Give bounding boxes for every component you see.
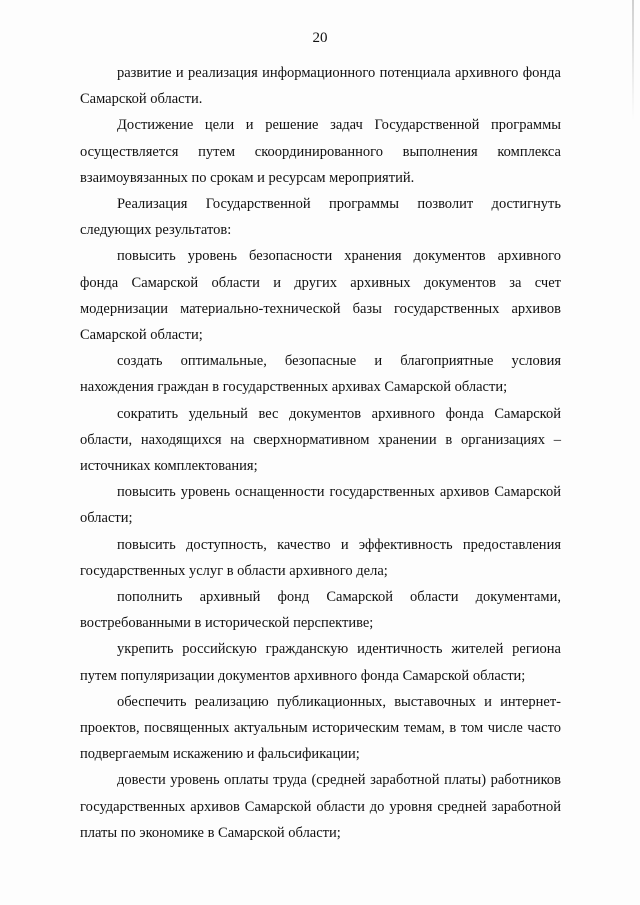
result-item-overdue-storage: сократить удельный вес документов архивного фонда Самарской области, находящихся на сверхнормативном хранении в организациях – источниках комплектования;: [80, 405, 561, 475]
result-item-salary-level: довести уровень оплаты труда (средней заработной платы) работников государственных архивов Самарской области до уровня средней заработной платы по экономике в Самарской области;: [80, 772, 561, 841]
paragraph-program-coordination: Достижение цели и решение задач Государственной программы осуществляется путем скоординированного выполнения комплекса взаимоувязанных по срокам и ресурсам мероприятий.: [80, 117, 561, 186]
paragraph-continuation: развитие и реализация информационного потенциала архивного фонда Самарской области.: [80, 65, 561, 108]
scan-edge-shadow: [632, 0, 634, 120]
result-item-visitor-conditions: создать оптимальные, безопасные и благоприятные условия нахождения граждан в государственных архивах Самарской области;: [80, 353, 561, 396]
result-item-equipment-level: повысить уровень оснащенности государственных архивов Самарской области;: [80, 484, 561, 527]
result-item-fund-replenishment: пополнить архивный фонд Самарской области документами, востребованными в исторической перспективе;: [80, 589, 561, 632]
result-item-publication-projects: обеспечить реализацию публикационных, выставочных и интернет-проектов, посвященных актуальным историческим темам, в том числе часто подвергаемым искажению и фальсификации;: [80, 693, 561, 763]
result-item-civic-identity: укрепить российскую гражданскую идентичность жителей региона путем популяризации документов архивного фонда Самарской области;: [80, 641, 561, 684]
paragraph-expected-results-intro: Реализация Государственной программы позволит достигнуть следующих результатов:: [80, 196, 561, 239]
result-item-storage-safety: повысить уровень безопасности хранения документов архивного фонда Самарской области и других архивных документов за счет модернизации материально-технической базы государственных архивов Самарской области;: [80, 248, 561, 344]
body-text: [80, 60, 561, 846]
result-item-service-quality: повысить доступность, качество и эффективность предоставления государственных услуг в области архивного дела;: [80, 536, 561, 579]
page-number: 20: [312, 30, 328, 46]
